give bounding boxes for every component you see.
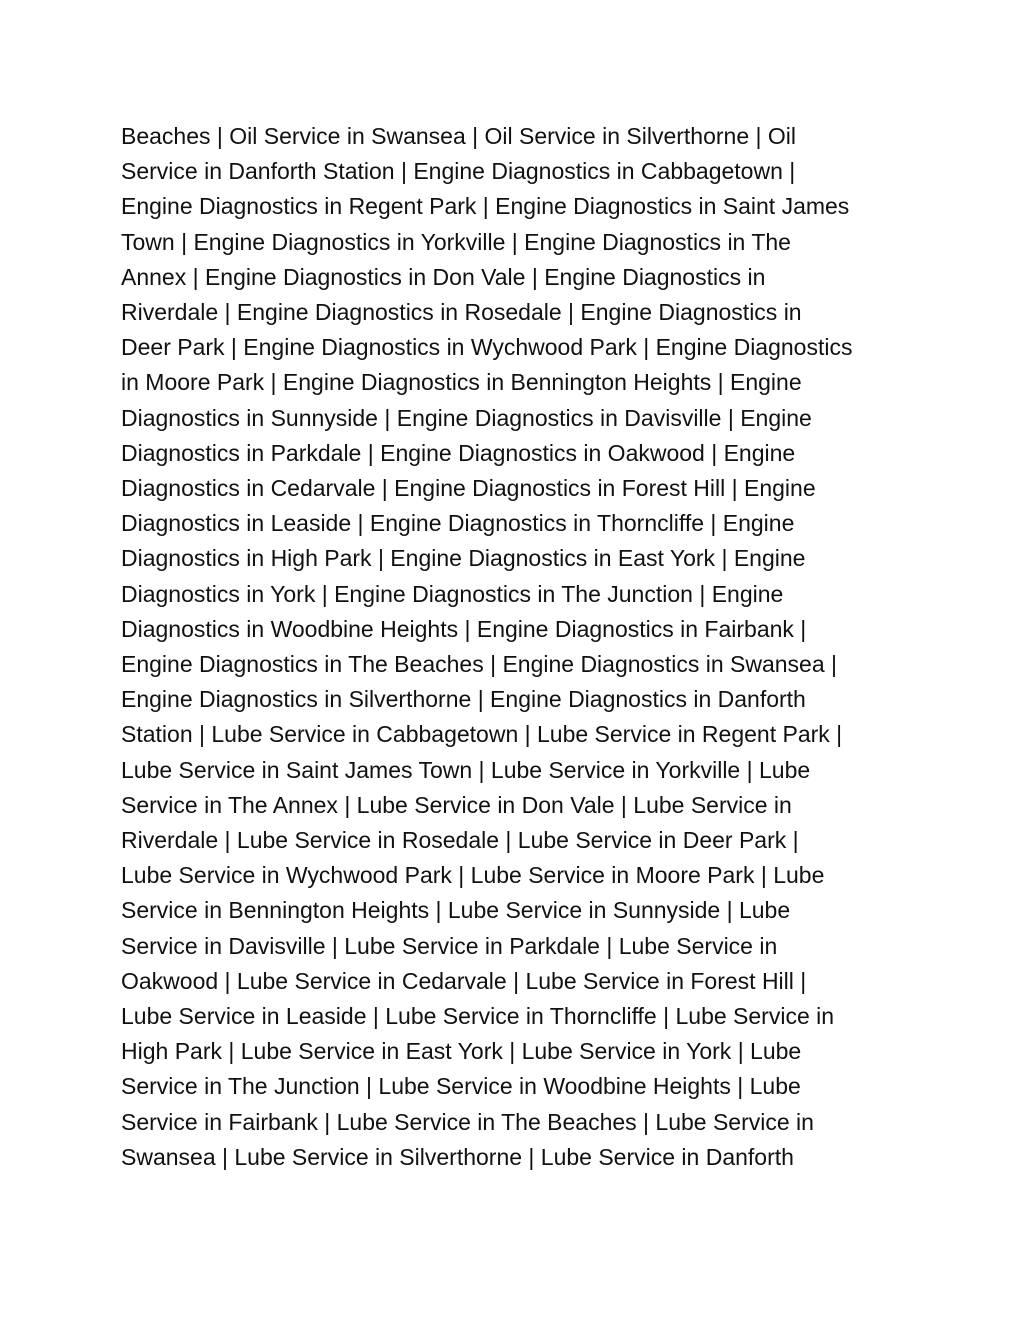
text-line: Diagnostics in Parkdale | Engine Diagnostics in Oakwood | Engine — [121, 439, 796, 466]
text-line: Lube Service in Leaside | Lube Service in Thorncliffe | Lube Service in — [121, 1003, 835, 1030]
body-paragraph — [121, 119, 921, 1175]
text-line: in Moore Park | Engine Diagnostics in Bennington Heights | Engine — [121, 369, 802, 396]
text-line: High Park | Lube Service in East York | Lube Service in York | Lube — [121, 1038, 802, 1065]
text-line: Riverdale | Engine Diagnostics in Rosedale | Engine Diagnostics in — [121, 299, 802, 326]
text-line: Service in Bennington Heights | Lube Service in Sunnyside | Lube — [121, 897, 791, 924]
text-line: Lube Service in Saint James Town | Lube Service in Yorkville | Lube — [121, 756, 811, 783]
text-line: Riverdale | Lube Service in Rosedale | Lube Service in Deer Park | — [121, 827, 799, 854]
text-line: Service in Danforth Station | Engine Diagnostics in Cabbagetown | — [121, 158, 796, 185]
text-line: Lube Service in Wychwood Park | Lube Service in Moore Park | Lube — [121, 862, 825, 889]
text-line: Engine Diagnostics in The Beaches | Engine Diagnostics in Swansea | — [121, 651, 837, 678]
text-line: Oakwood | Lube Service in Cedarvale | Lube Service in Forest Hill | — [121, 967, 807, 994]
text-line: Station | Lube Service in Cabbagetown | Lube Service in Regent Park | — [121, 721, 843, 748]
text-line: Diagnostics in York | Engine Diagnostics in The Junction | Engine — [121, 580, 784, 607]
text-line: Diagnostics in High Park | Engine Diagnostics in East York | Engine — [121, 545, 806, 572]
text-line: Diagnostics in Woodbine Heights | Engine Diagnostics in Fairbank | — [121, 615, 807, 642]
text-line: Beaches | Oil Service in Swansea | Oil Service in Silverthorne | Oil — [121, 123, 796, 149]
text-line: Swansea | Lube Service in Silverthorne | Lube Service in Danforth — [121, 1143, 794, 1170]
text-line: Deer Park | Engine Diagnostics in Wychwood Park | Engine Diagnostics — [121, 334, 853, 361]
text-line: Annex | Engine Diagnostics in Don Vale | Engine Diagnostics in — [121, 263, 766, 290]
text-line: Service in Davisville | Lube Service in Parkdale | Lube Service in — [121, 932, 778, 959]
text-line: Service in Fairbank | Lube Service in The Beaches | Lube Service in — [121, 1108, 814, 1135]
text-line: Service in The Junction | Lube Service in Woodbine Heights | Lube — [121, 1073, 801, 1100]
text-line: Engine Diagnostics in Regent Park | Engine Diagnostics in Saint James — [121, 193, 850, 220]
text-line: Engine Diagnostics in Silverthorne | Engine Diagnostics in Danforth — [121, 686, 806, 713]
text-line: Diagnostics in Sunnyside | Engine Diagnostics in Davisville | Engine — [121, 404, 812, 431]
text-line: Service in The Annex | Lube Service in Don Vale | Lube Service in — [121, 791, 792, 818]
text-line: Diagnostics in Leaside | Engine Diagnostics in Thorncliffe | Engine — [121, 510, 795, 537]
text-line: Town | Engine Diagnostics in Yorkville | Engine Diagnostics in The — [121, 228, 791, 255]
text-line: Diagnostics in Cedarvale | Engine Diagnostics in Forest Hill | Engine — [121, 475, 816, 502]
